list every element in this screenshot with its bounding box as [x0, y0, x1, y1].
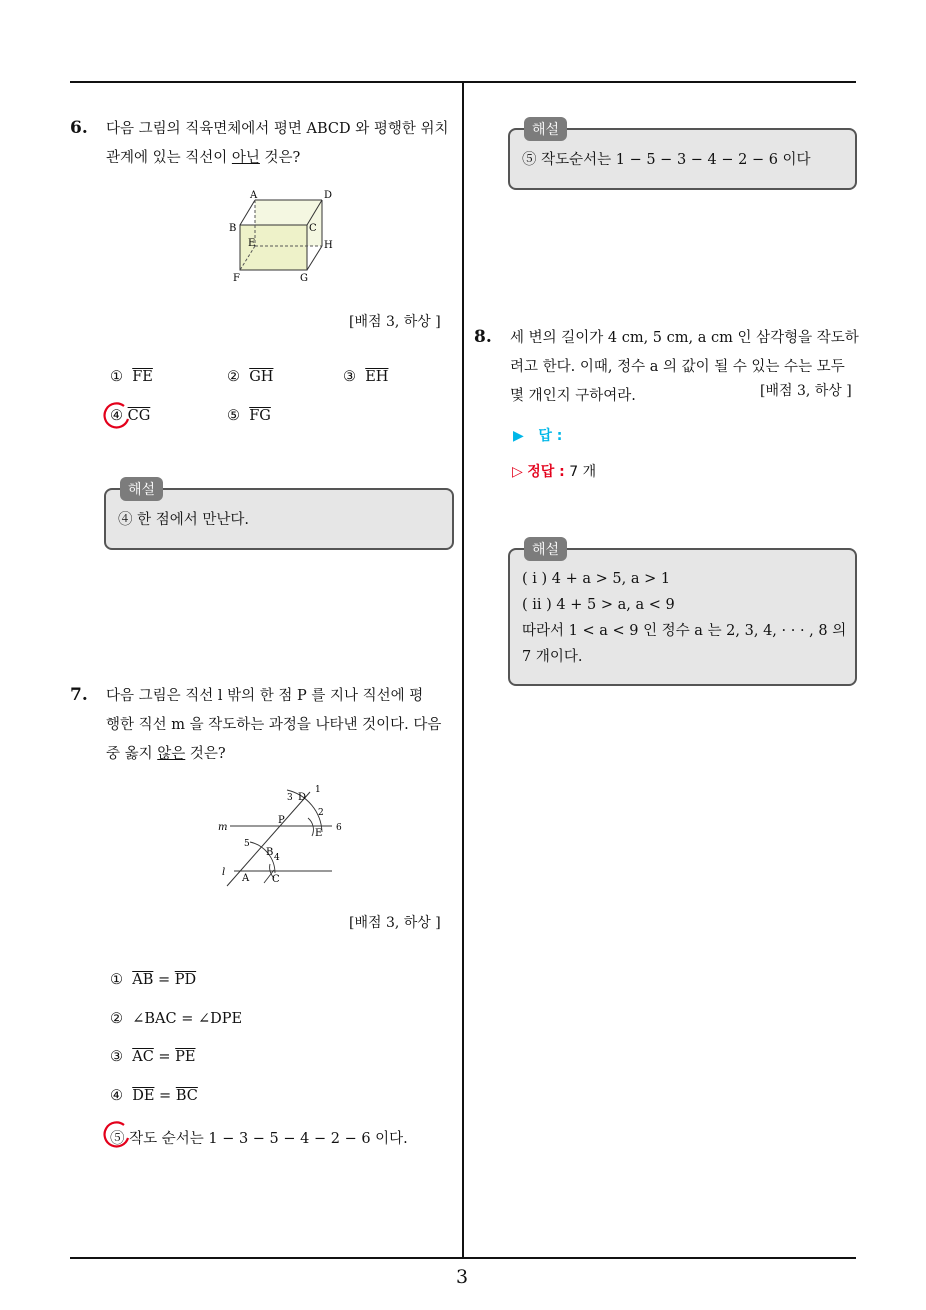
- q7-option-3[interactable]: ③ $\overline{AC} = \overline{PE}$: [110, 1049, 196, 1065]
- q6-label-D: D: [324, 190, 333, 201]
- q6-label-A: A: [250, 190, 258, 201]
- q6-label-B: B: [229, 223, 237, 234]
- q6-score: [배점 3, 하상 ]: [349, 314, 441, 330]
- q7-label-D: D: [298, 792, 307, 803]
- q8-score: [배점 3, 하상 ]: [760, 383, 852, 399]
- page-number: 3: [456, 1266, 469, 1288]
- q7-label-3: 3: [287, 793, 293, 803]
- q7-label-6: 6: [336, 823, 342, 833]
- q6-option-2[interactable]: ② $\overline{GH}$: [227, 369, 274, 385]
- play-icon: ▶: [513, 428, 524, 444]
- q7-label-P: P: [278, 815, 285, 826]
- q7-label-4: 4: [274, 853, 280, 863]
- q7-explanation-tab: 해설: [524, 117, 567, 141]
- q8-correct-value: 7 개: [569, 464, 597, 480]
- q7-score: [배점 3, 하상 ]: [349, 915, 441, 931]
- q6-option-5[interactable]: ⑤ $\overline{FG}$: [227, 408, 271, 424]
- q7-transversal: [227, 792, 310, 886]
- q8-explanation-text: [522, 566, 852, 670]
- q6-text-line1: 다음 그림의 직육면체에서 평면 ABCD 와 평행한 위치: [106, 121, 449, 137]
- q7-text-line3: 중 옳지 않은 것은?: [106, 746, 226, 762]
- q8-number: 8.: [474, 327, 492, 347]
- q7-text-line2: 행한 직선 m 을 작도하는 과정을 나타낸 것이다. 다음: [106, 717, 442, 733]
- q7-option-4[interactable]: ④ $\overline{DE} = \overline{BC}$: [110, 1088, 198, 1104]
- q6-option-3[interactable]: ③ $\overline{EH}$: [343, 369, 389, 385]
- q7-option-2[interactable]: ② ∠BAC = ∠DPE: [110, 1011, 243, 1027]
- q8-text-line2: 려고 한다. 이때, 정수 a 의 값이 될 수 있는 수는 모두: [510, 359, 845, 375]
- q6-label-G: G: [300, 273, 308, 284]
- q7-construction-figure: [212, 780, 352, 890]
- q8-explain-line2: ( ii ) 4 + 5 > a, a < 9: [522, 597, 675, 613]
- q8-text-line1: 세 변의 길이가 4 cm, 5 cm, a cm 인 삼각형을 작도하: [510, 330, 859, 346]
- q6-explanation-tab: 해설: [120, 477, 163, 501]
- q8-text-line3: 몇 개인지 구하여라.: [510, 388, 636, 404]
- q7-label-C: C: [272, 874, 280, 885]
- q8-answer-row: [513, 425, 562, 445]
- q6-text: [106, 115, 456, 173]
- q6-number: 6.: [70, 118, 88, 138]
- q7-label-m: m: [218, 822, 228, 833]
- q6-answer-circle-icon: [102, 401, 132, 431]
- column-divider: [462, 82, 464, 1258]
- q6-label-H: H: [324, 240, 333, 251]
- q7-label-E: E: [315, 828, 323, 839]
- q6-label-F: F: [233, 273, 240, 284]
- q7-label-1: 1: [315, 785, 321, 795]
- q8-explain-line1: ( i ) 4 + a > 5, a > 1: [522, 571, 671, 587]
- q6-explanation-text: ④ 한 점에서 만난다.: [118, 512, 249, 528]
- q7-answer-circle-icon: [102, 1120, 132, 1150]
- play-outline-icon: ▷: [512, 464, 523, 480]
- q7-option-1[interactable]: ① $\overline{AB} = \overline{PD}$: [110, 972, 197, 988]
- q7-label-B: B: [266, 847, 274, 858]
- q7-label-l: l: [222, 867, 226, 878]
- q6-cuboid-figure: [225, 185, 340, 285]
- q7-label-A: A: [242, 873, 250, 884]
- q8-explain-line3: 따라서 1 < a < 9 인 정수 a 는 2, 3, 4, · · · , 8 의: [522, 623, 847, 639]
- q7-label-5: 5: [244, 839, 250, 849]
- q7-number: 7.: [70, 685, 88, 705]
- q7-option-5[interactable]: ⑤ 작도 순서는 1 − 3 − 5 − 4 − 2 − 6 이다.: [110, 1131, 408, 1147]
- q7-explanation-text: ⑤ 작도순서는 1 − 5 − 3 − 4 − 2 − 6 이다: [522, 152, 811, 168]
- q8-explanation-tab: 해설: [524, 537, 567, 561]
- q8-explain-line4: 7 개이다.: [522, 649, 583, 665]
- q8-correct-row: [512, 461, 596, 481]
- bottom-rule: [70, 1257, 856, 1259]
- q8-correct-label: 정답 :: [527, 464, 565, 480]
- q6-option-1[interactable]: ① $\overline{FE}$: [110, 369, 153, 385]
- q6-text-line2: 관계에 있는 직선이 아닌 것은?: [106, 150, 301, 166]
- q6-option-4[interactable]: ④ $\overline{CG}$: [110, 408, 151, 424]
- q6-label-C: C: [309, 223, 317, 234]
- q6-label-E: E: [248, 238, 256, 249]
- q8-answer-label: 답 :: [538, 428, 563, 444]
- q7-label-2: 2: [318, 808, 324, 818]
- q7-text-line1: 다음 그림은 직선 l 밖의 한 점 P 를 지나 직선에 평: [106, 688, 424, 704]
- q7-text: [106, 682, 458, 769]
